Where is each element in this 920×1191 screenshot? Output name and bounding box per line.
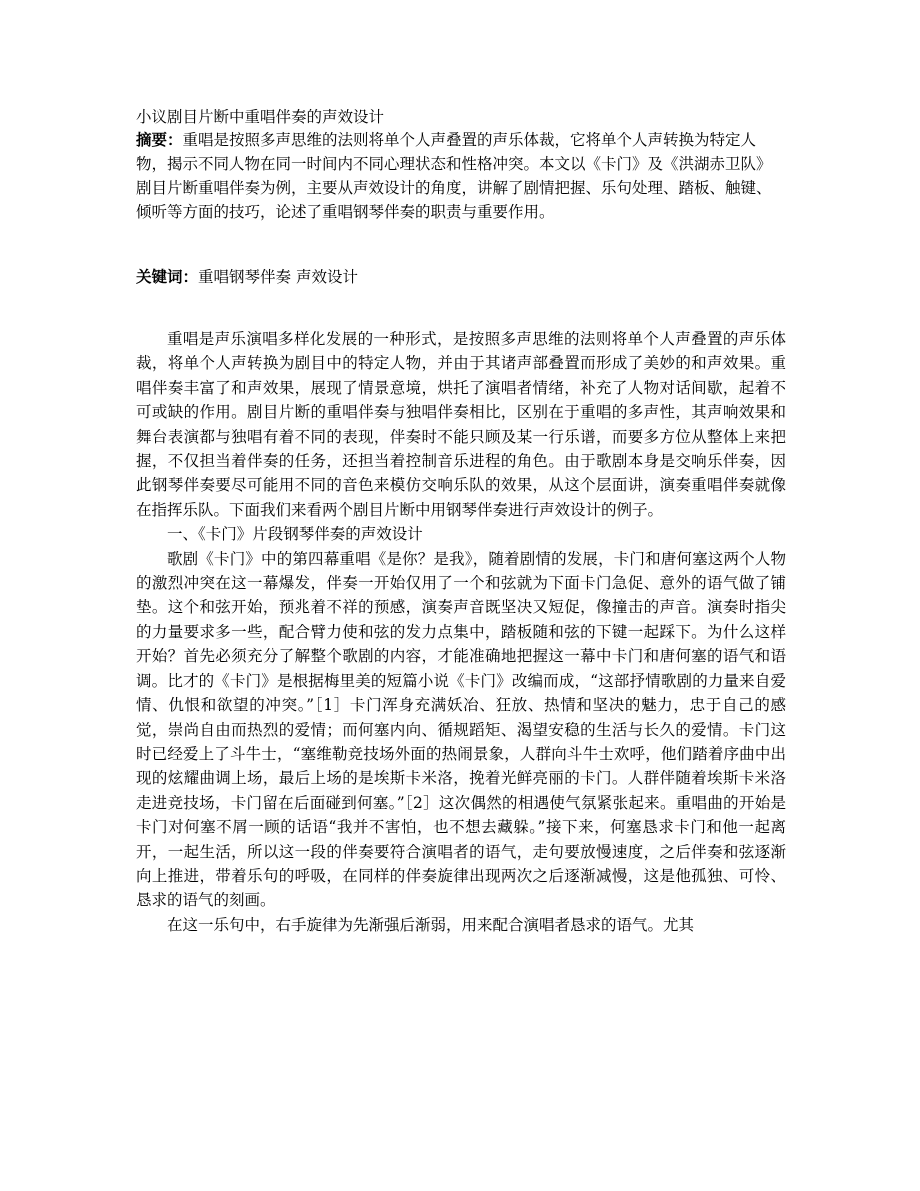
paragraph-phrase: 在这一乐句中，右手旋律为先渐强后渐弱，用来配合演唱者恳求的语气。尤其: [167, 915, 695, 934]
abstract-text: 重唱是按照多声思维的法则将单个人声叠置的声乐体裁，它将单个人声转换为特定人物，揭示不同人物在同一时间内不同心理状态和性格冲突。本文以《卡门》及《洪湖赤卫队》剧目片断重唱伴奏为例，主要从声效设计的角度，讲解了剧情把握、乐句处理、踏板、触键、倾听等方面的技巧，论述了重唱钢琴伴奏的职责与重要作用。: [136, 131, 772, 221]
keywords-label: 关键词：: [136, 268, 199, 286]
body-text: [136, 327, 786, 937]
document-page: [136, 106, 786, 937]
paragraph-carmen: 歌剧《卡门》中的第四幕重唱《是你？是我》，随着剧情的发展，卡门和唐何塞这两个人物的激烈冲突在这一幕爆发，伴奏一开始仅用了一个和弦就为下面卡门急促、意外的语气做了铺垫。这个和弦开始，预兆着不祥的预感，演奏声音既坚决又短促，像撞击的声音。演奏时指尖的力量要求多一些，配合臂力使和弦的发力点集中，踏板随和弦的下键一起踩下。为什么这样开始？首先必须充分了解整个歌剧的内容，才能准确地把握这一幕中卡门和唐何塞的语气和语调。比才的《卡门》是根据梅里美的短篇小说《卡门》改编而成，“这部抒情歌剧的力量来自爱情、仇恨和欲望的冲突。”［1］卡门浑身充满妖冶、狂放、热情和坚决的魅力，忠于自己的感觉，崇尚自由而热烈的爱情；而何塞内向、循规蹈矩、渴望安稳的生活与长久的爱情。卡门这时已经爱上了斗牛士，“塞维勒竞技场外面的热闹景象，人群向斗牛士欢呼，他们踏着序曲中出现的炫耀曲调上场，最后上场的是埃斯卡米洛，挽着光鲜亮丽的卡门。人群伴随着埃斯卡米洛走进竞技场，卡门留在后面碰到何塞。”［2］这次偶然的相遇使气氛紧张起来。重唱曲的开始是卡门对何塞不屑一顾的话语“我并不害怕，也不想去藏躲。”接下来，何塞恳求卡门和他一起离开，一起生活，所以这一段的伴奏要符合演唱者的语气，走句要放慢速度，之后伴奏和弦逐渐向上推进，带着乐句的呼吸，在同样的伴奏旋律出现两次之后逐渐减慢，这是他孤独、可怜、恳求的语气的刻画。: [136, 549, 786, 910]
section-heading: 一、《卡门》片段钢琴伴奏的声效设计: [167, 525, 423, 544]
keywords-text: 重唱钢琴伴奏 声效设计: [198, 268, 358, 286]
abstract: [136, 128, 786, 224]
keywords: [136, 265, 786, 289]
abstract-label: 摘要：: [136, 131, 183, 149]
paragraph-intro: 重唱是声乐演唱多样化发展的一种形式，是按照多声思维的法则将单个人声叠置的声乐体裁，将单个人声转换为剧目中的特定人物，并由于其诸声部叠置而形成了美妙的和声效果。重唱伴奏丰富了和声效果，展现了情景意境，烘托了演唱者情绪，补充了人物对话间歇，起着不可或缺的作用。剧目片断的重唱伴奏与独唱伴奏相比，区别在于重唱的多声性，其声响效果和舞台表演都与独唱有着不同的表现，伴奏时不能只顾及某一行乐谱，而要多方位从整体上来把握，不仅担当着伴奏的任务，还担当着控制音乐进程的角色。由于歌剧本身是交响乐伴奏，因此钢琴伴奏要尽可能用不同的音色来模仿交响乐队的效果，从这个层面讲，演奏重唱伴奏就像在指挥乐队。下面我们来看两个剧目片断中用钢琴伴奏进行声效设计的例子。: [136, 330, 786, 519]
document-title: 小议剧目片断中重唱伴奏的声效设计: [136, 108, 385, 126]
